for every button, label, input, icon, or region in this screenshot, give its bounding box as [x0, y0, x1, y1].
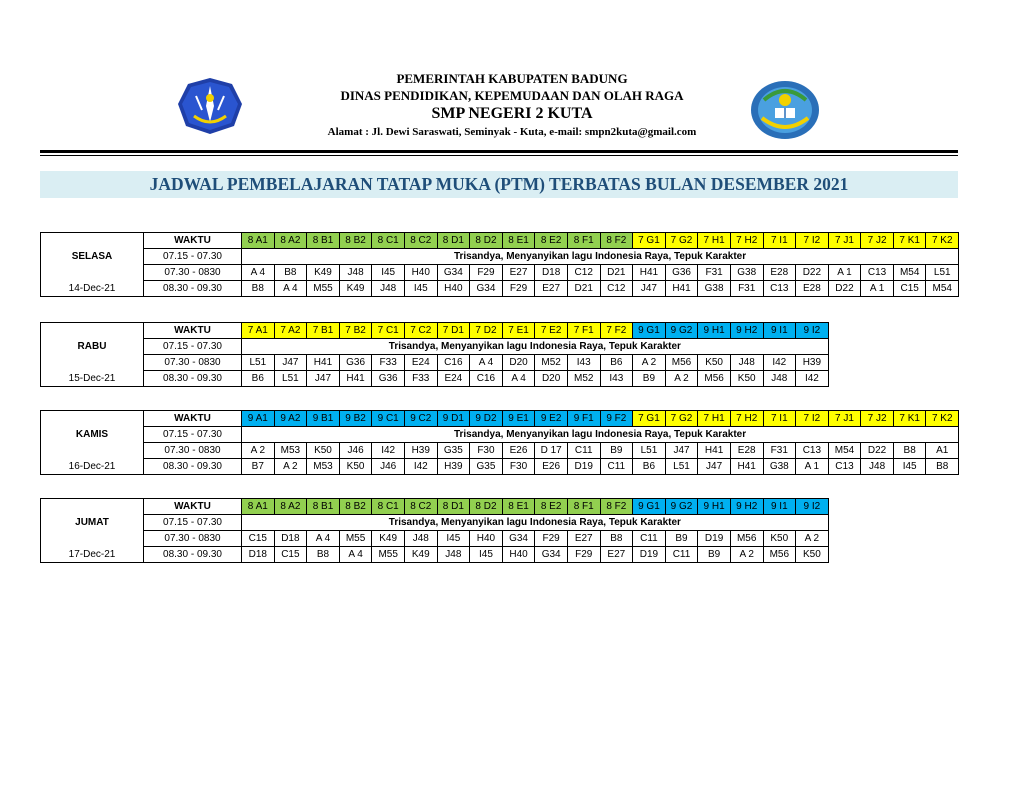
teacher-code-cell: I43 [600, 371, 633, 387]
class-header: 9 H2 [730, 499, 763, 515]
teacher-code-cell: J47 [274, 355, 307, 371]
teacher-code-cell: G34 [535, 547, 568, 563]
teacher-code-cell: K49 [339, 281, 372, 297]
class-header: 7 G1 [633, 233, 666, 249]
class-header: 7 H1 [698, 233, 731, 249]
teacher-code-cell: M56 [665, 355, 698, 371]
day-cell-blank [41, 531, 144, 547]
day-block-selasa [40, 232, 959, 297]
teacher-code-cell: F33 [404, 371, 437, 387]
teacher-code-cell: K50 [730, 371, 763, 387]
teacher-code-cell: D22 [861, 443, 894, 459]
teacher-code-cell: G36 [372, 371, 405, 387]
teacher-code-cell: I45 [404, 281, 437, 297]
schedule-table [40, 410, 959, 475]
class-header: 7 F1 [567, 323, 600, 339]
opening-activity: Trisandya, Menyanyikan lagu Indonesia Raya, Tepuk Karakter [242, 427, 959, 443]
class-header: 7 G2 [665, 411, 698, 427]
teacher-code-cell: C11 [665, 547, 698, 563]
class-header: 9 I2 [796, 323, 829, 339]
class-header: 9 E2 [535, 411, 568, 427]
day-cell-top [41, 323, 144, 339]
teacher-code-cell: E28 [796, 281, 829, 297]
teacher-code-cell: F29 [535, 531, 568, 547]
day-name: SELASA [41, 249, 144, 265]
teacher-code-cell: L51 [274, 371, 307, 387]
class-header: 7 K2 [926, 411, 959, 427]
teacher-code-cell: F30 [502, 459, 535, 475]
day-date: 15-Dec-21 [41, 371, 144, 387]
teacher-code-cell: H41 [665, 281, 698, 297]
teacher-code-cell: I42 [372, 443, 405, 459]
teacher-code-cell: J46 [339, 443, 372, 459]
teacher-code-cell: E24 [437, 371, 470, 387]
opening-activity: Trisandya, Menyanyikan lagu Indonesia Raya, Tepuk Karakter [242, 249, 959, 265]
teacher-code-cell: M56 [730, 531, 763, 547]
teacher-code-cell: M53 [274, 443, 307, 459]
school-name: SMP NEGERI 2 KUTA [431, 105, 593, 122]
teacher-code-cell: B9 [698, 547, 731, 563]
class-header: 7 H1 [698, 411, 731, 427]
teacher-code-cell: B8 [242, 281, 275, 297]
teacher-code-cell: M52 [567, 371, 600, 387]
class-header: 9 C1 [372, 411, 405, 427]
teacher-code-cell: L51 [665, 459, 698, 475]
teacher-code-cell: C11 [633, 531, 666, 547]
teacher-code-cell: B6 [600, 355, 633, 371]
teacher-code-cell: E28 [730, 443, 763, 459]
day-cell-blank [41, 265, 144, 281]
class-header: 8 D1 [437, 233, 470, 249]
teacher-code-cell: F33 [372, 355, 405, 371]
teacher-code-cell: L51 [926, 265, 959, 281]
teacher-code-cell: D21 [567, 281, 600, 297]
letterhead [0, 70, 1024, 140]
class-header: 8 E2 [535, 233, 568, 249]
teacher-code-cell: H41 [730, 459, 763, 475]
class-header: 7 D2 [470, 323, 503, 339]
class-header: 7 K2 [926, 233, 959, 249]
class-header: 7 I1 [763, 233, 796, 249]
schedule-table [40, 498, 829, 563]
class-header: 8 C1 [372, 499, 405, 515]
teacher-code-cell: K50 [339, 459, 372, 475]
teacher-code-cell: K49 [307, 265, 340, 281]
teacher-code-cell: K49 [372, 531, 405, 547]
class-header: 8 B1 [307, 499, 340, 515]
class-header: 8 F1 [567, 499, 600, 515]
class-header: 8 B2 [339, 233, 372, 249]
time-slot: 07.15 - 07.30 [144, 249, 242, 265]
teacher-code-cell: C12 [600, 281, 633, 297]
teacher-code-cell: D22 [796, 265, 829, 281]
class-header: 9 A2 [274, 411, 307, 427]
class-header: 7 J2 [861, 233, 894, 249]
teacher-code-cell: A 2 [633, 355, 666, 371]
teacher-code-cell: H40 [470, 531, 503, 547]
teacher-code-cell: E26 [502, 443, 535, 459]
day-name: JUMAT [41, 515, 144, 531]
teacher-code-cell: F29 [470, 265, 503, 281]
class-header: 7 G2 [665, 233, 698, 249]
teacher-code-cell: B6 [633, 459, 666, 475]
teacher-code-cell: M55 [372, 547, 405, 563]
teacher-code-cell: E27 [600, 547, 633, 563]
teacher-code-cell: G34 [502, 531, 535, 547]
teacher-code-cell: J47 [698, 459, 731, 475]
teacher-code-cell: I45 [893, 459, 926, 475]
teacher-code-cell: D20 [502, 355, 535, 371]
day-cell-blank [41, 355, 144, 371]
teacher-code-cell: H41 [633, 265, 666, 281]
teacher-code-cell: E27 [535, 281, 568, 297]
teacher-code-cell: C11 [600, 459, 633, 475]
day-date: 14-Dec-21 [41, 281, 144, 297]
teacher-code-cell: K50 [307, 443, 340, 459]
teacher-code-cell: E27 [502, 265, 535, 281]
time-slot: 07.30 - 0830 [144, 355, 242, 371]
teacher-code-cell: M52 [535, 355, 568, 371]
teacher-code-cell: A 1 [828, 265, 861, 281]
class-header: 7 C1 [372, 323, 405, 339]
teacher-code-cell: D18 [242, 547, 275, 563]
class-header: 9 H1 [698, 499, 731, 515]
class-header: 9 I1 [763, 323, 796, 339]
class-header: 7 J2 [861, 411, 894, 427]
teacher-code-cell: C16 [437, 355, 470, 371]
waktu-header: WAKTU [144, 411, 242, 427]
class-header: 9 G1 [633, 499, 666, 515]
teacher-code-cell: L51 [242, 355, 275, 371]
opening-activity: Trisandya, Menyanyikan lagu Indonesia Raya, Tepuk Karakter [242, 339, 829, 355]
teacher-code-cell: J48 [372, 281, 405, 297]
class-header: 7 H2 [730, 411, 763, 427]
teacher-code-cell: B9 [665, 531, 698, 547]
teacher-code-cell: G34 [437, 265, 470, 281]
teacher-code-cell: J46 [372, 459, 405, 475]
day-cell-top [41, 411, 144, 427]
teacher-code-cell: G36 [665, 265, 698, 281]
teacher-code-cell: D19 [633, 547, 666, 563]
time-slot: 07.30 - 0830 [144, 531, 242, 547]
teacher-code-cell: A 4 [470, 355, 503, 371]
teacher-code-cell: E28 [763, 265, 796, 281]
teacher-code-cell: A 4 [307, 531, 340, 547]
class-header: 9 I1 [763, 499, 796, 515]
teacher-code-cell: H39 [437, 459, 470, 475]
teacher-code-cell: K50 [763, 531, 796, 547]
day-block-rabu [40, 322, 829, 387]
class-header: 9 B1 [307, 411, 340, 427]
class-header: 7 K1 [893, 233, 926, 249]
teacher-code-cell: F31 [698, 265, 731, 281]
class-header: 9 H1 [698, 323, 731, 339]
teacher-code-cell: C16 [470, 371, 503, 387]
day-block-kamis [40, 410, 959, 475]
teacher-code-cell: G35 [437, 443, 470, 459]
school-address: Alamat : Jl. Dewi Saraswati, Seminyak - Kuta, e-mail: smpn2kuta@gmail.com [327, 126, 697, 138]
teacher-code-cell: D22 [828, 281, 861, 297]
teacher-code-cell: A 1 [861, 281, 894, 297]
time-slot: 07.15 - 07.30 [144, 515, 242, 531]
day-cell-top [41, 233, 144, 249]
teacher-code-cell: H41 [307, 355, 340, 371]
class-header: 9 E1 [502, 411, 535, 427]
teacher-code-cell: J47 [665, 443, 698, 459]
teacher-code-cell: M54 [926, 281, 959, 297]
time-slot: 08.30 - 09.30 [144, 459, 242, 475]
teacher-code-cell: B8 [600, 531, 633, 547]
schedule-table [40, 232, 959, 297]
teacher-code-cell: M56 [698, 371, 731, 387]
teacher-code-cell: C12 [567, 265, 600, 281]
teacher-code-cell: J48 [763, 371, 796, 387]
class-header: 9 G1 [633, 323, 666, 339]
teacher-code-cell: J48 [730, 355, 763, 371]
class-header: 7 B2 [339, 323, 372, 339]
teacher-code-cell: I45 [372, 265, 405, 281]
class-header: 9 F1 [567, 411, 600, 427]
teacher-code-cell: B6 [242, 371, 275, 387]
teacher-code-cell: H41 [339, 371, 372, 387]
class-header: 9 G2 [665, 499, 698, 515]
letterhead-rule-thick [40, 150, 958, 153]
class-header: 8 C1 [372, 233, 405, 249]
teacher-code-cell: C13 [828, 459, 861, 475]
teacher-code-cell: H41 [698, 443, 731, 459]
time-slot: 07.30 - 0830 [144, 443, 242, 459]
letterhead-line2: DINAS PENDIDIKAN, KEPEMUDAAN DAN OLAH RAGA [340, 88, 684, 103]
class-header: 7 J1 [828, 233, 861, 249]
time-slot: 08.30 - 09.30 [144, 547, 242, 563]
class-header: 8 C2 [404, 233, 437, 249]
teacher-code-cell: H39 [796, 355, 829, 371]
class-header: 8 E1 [502, 233, 535, 249]
class-header: 9 G2 [665, 323, 698, 339]
class-header: 9 H2 [730, 323, 763, 339]
teacher-code-cell: G38 [698, 281, 731, 297]
teacher-code-cell: I45 [437, 531, 470, 547]
class-header: 7 D1 [437, 323, 470, 339]
teacher-code-cell: C13 [763, 281, 796, 297]
class-header: 9 D2 [470, 411, 503, 427]
teacher-code-cell: J47 [633, 281, 666, 297]
class-header: 8 B2 [339, 499, 372, 515]
class-header: 8 A2 [274, 499, 307, 515]
teacher-code-cell: G35 [470, 459, 503, 475]
time-slot: 07.15 - 07.30 [144, 339, 242, 355]
class-header: 7 G1 [633, 411, 666, 427]
teacher-code-cell: A 4 [242, 265, 275, 281]
day-cell-blank [41, 443, 144, 459]
day-date: 17-Dec-21 [41, 547, 144, 563]
teacher-code-cell: J48 [404, 531, 437, 547]
teacher-code-cell: A 4 [502, 371, 535, 387]
waktu-header: WAKTU [144, 323, 242, 339]
teacher-code-cell: E26 [535, 459, 568, 475]
teacher-code-cell: D 17 [535, 443, 568, 459]
teacher-code-cell: A 2 [274, 459, 307, 475]
day-name: RABU [41, 339, 144, 355]
class-header: 8 B1 [307, 233, 340, 249]
class-header: 8 D2 [470, 233, 503, 249]
teacher-code-cell: F30 [470, 443, 503, 459]
time-slot: 08.30 - 09.30 [144, 281, 242, 297]
teacher-code-cell: A 2 [796, 531, 829, 547]
class-header: 8 A1 [242, 233, 275, 249]
teacher-code-cell: M53 [307, 459, 340, 475]
class-header: 7 C2 [404, 323, 437, 339]
teacher-code-cell: B8 [893, 443, 926, 459]
day-block-jumat [40, 498, 829, 563]
teacher-code-cell: A 2 [242, 443, 275, 459]
class-header: 7 A1 [242, 323, 275, 339]
waktu-header: WAKTU [144, 233, 242, 249]
class-header: 8 A1 [242, 499, 275, 515]
teacher-code-cell: F31 [730, 281, 763, 297]
class-header: 7 H2 [730, 233, 763, 249]
teacher-code-cell: L51 [633, 443, 666, 459]
class-header: 7 K1 [893, 411, 926, 427]
teacher-code-cell: K50 [796, 547, 829, 563]
day-date: 16-Dec-21 [41, 459, 144, 475]
teacher-code-cell: A1 [926, 443, 959, 459]
teacher-code-cell: D21 [600, 265, 633, 281]
teacher-code-cell: I45 [470, 547, 503, 563]
class-header: 7 E1 [502, 323, 535, 339]
teacher-code-cell: C13 [796, 443, 829, 459]
teacher-code-cell: C15 [893, 281, 926, 297]
teacher-code-cell: M55 [307, 281, 340, 297]
day-name: KAMIS [41, 427, 144, 443]
teacher-code-cell: E27 [567, 531, 600, 547]
time-slot: 07.30 - 0830 [144, 265, 242, 281]
class-header: 9 I2 [796, 499, 829, 515]
teacher-code-cell: J48 [437, 547, 470, 563]
class-header: 8 F2 [600, 499, 633, 515]
teacher-code-cell: A 4 [339, 547, 372, 563]
teacher-code-cell: H40 [437, 281, 470, 297]
class-header: 9 B2 [339, 411, 372, 427]
teacher-code-cell: B9 [633, 371, 666, 387]
letterhead-rule-thin [40, 155, 958, 156]
class-header: 7 I1 [763, 411, 796, 427]
teacher-code-cell: J47 [307, 371, 340, 387]
teacher-code-cell: B7 [242, 459, 275, 475]
class-header: 8 F1 [567, 233, 600, 249]
class-header: 8 D1 [437, 499, 470, 515]
class-header: 9 C2 [404, 411, 437, 427]
teacher-code-cell: I42 [796, 371, 829, 387]
teacher-code-cell: B9 [600, 443, 633, 459]
teacher-code-cell: F29 [567, 547, 600, 563]
teacher-code-cell: D19 [698, 531, 731, 547]
teacher-code-cell: C15 [274, 547, 307, 563]
teacher-code-cell: D20 [535, 371, 568, 387]
teacher-code-cell: M55 [339, 531, 372, 547]
teacher-code-cell: M54 [893, 265, 926, 281]
class-header: 8 E1 [502, 499, 535, 515]
teacher-code-cell: A 2 [730, 547, 763, 563]
teacher-code-cell: C13 [861, 265, 894, 281]
class-header: 7 A2 [274, 323, 307, 339]
time-slot: 07.15 - 07.30 [144, 427, 242, 443]
teacher-code-cell: A 1 [796, 459, 829, 475]
teacher-code-cell: H40 [502, 547, 535, 563]
teacher-code-cell: G34 [470, 281, 503, 297]
class-header: 7 I2 [796, 411, 829, 427]
teacher-code-cell: D18 [535, 265, 568, 281]
teacher-code-cell: A 2 [665, 371, 698, 387]
teacher-code-cell: I43 [567, 355, 600, 371]
class-header: 8 A2 [274, 233, 307, 249]
teacher-code-cell: J48 [339, 265, 372, 281]
class-header: 8 C2 [404, 499, 437, 515]
class-header: 7 B1 [307, 323, 340, 339]
teacher-code-cell: M54 [828, 443, 861, 459]
class-header: 8 D2 [470, 499, 503, 515]
time-slot: 08.30 - 09.30 [144, 371, 242, 387]
teacher-code-cell: C11 [567, 443, 600, 459]
teacher-code-cell: I42 [763, 355, 796, 371]
teacher-code-cell: F31 [763, 443, 796, 459]
class-header: 8 F2 [600, 233, 633, 249]
opening-activity: Trisandya, Menyanyikan lagu Indonesia Raya, Tepuk Karakter [242, 515, 829, 531]
teacher-code-cell: K50 [698, 355, 731, 371]
letterhead-line1: PEMERINTAH KABUPATEN BADUNG [396, 71, 628, 86]
day-cell-top [41, 499, 144, 515]
teacher-code-cell: D18 [274, 531, 307, 547]
waktu-header: WAKTU [144, 499, 242, 515]
teacher-code-cell: B8 [274, 265, 307, 281]
class-header: 7 I2 [796, 233, 829, 249]
teacher-code-cell: A 4 [274, 281, 307, 297]
teacher-code-cell: F29 [502, 281, 535, 297]
class-header: 7 E2 [535, 323, 568, 339]
teacher-code-cell: J48 [861, 459, 894, 475]
teacher-code-cell: H40 [404, 265, 437, 281]
class-header: 7 J1 [828, 411, 861, 427]
teacher-code-cell: E24 [404, 355, 437, 371]
teacher-code-cell: G36 [339, 355, 372, 371]
teacher-code-cell: G38 [730, 265, 763, 281]
teacher-code-cell: B8 [926, 459, 959, 475]
teacher-code-cell: K49 [404, 547, 437, 563]
class-header: 9 F2 [600, 411, 633, 427]
teacher-code-cell: G38 [763, 459, 796, 475]
schedule-title: JADWAL PEMBELAJARAN TATAP MUKA (PTM) TERBATAS BULAN DESEMBER 2021 [40, 171, 958, 198]
teacher-code-cell: H39 [404, 443, 437, 459]
teacher-code-cell: D19 [567, 459, 600, 475]
class-header: 8 E2 [535, 499, 568, 515]
teacher-code-cell: B8 [307, 547, 340, 563]
schedule-table [40, 322, 829, 387]
teacher-code-cell: C15 [242, 531, 275, 547]
class-header: 7 F2 [600, 323, 633, 339]
teacher-code-cell: I42 [404, 459, 437, 475]
teacher-code-cell: M56 [763, 547, 796, 563]
class-header: 9 A1 [242, 411, 275, 427]
class-header: 9 D1 [437, 411, 470, 427]
